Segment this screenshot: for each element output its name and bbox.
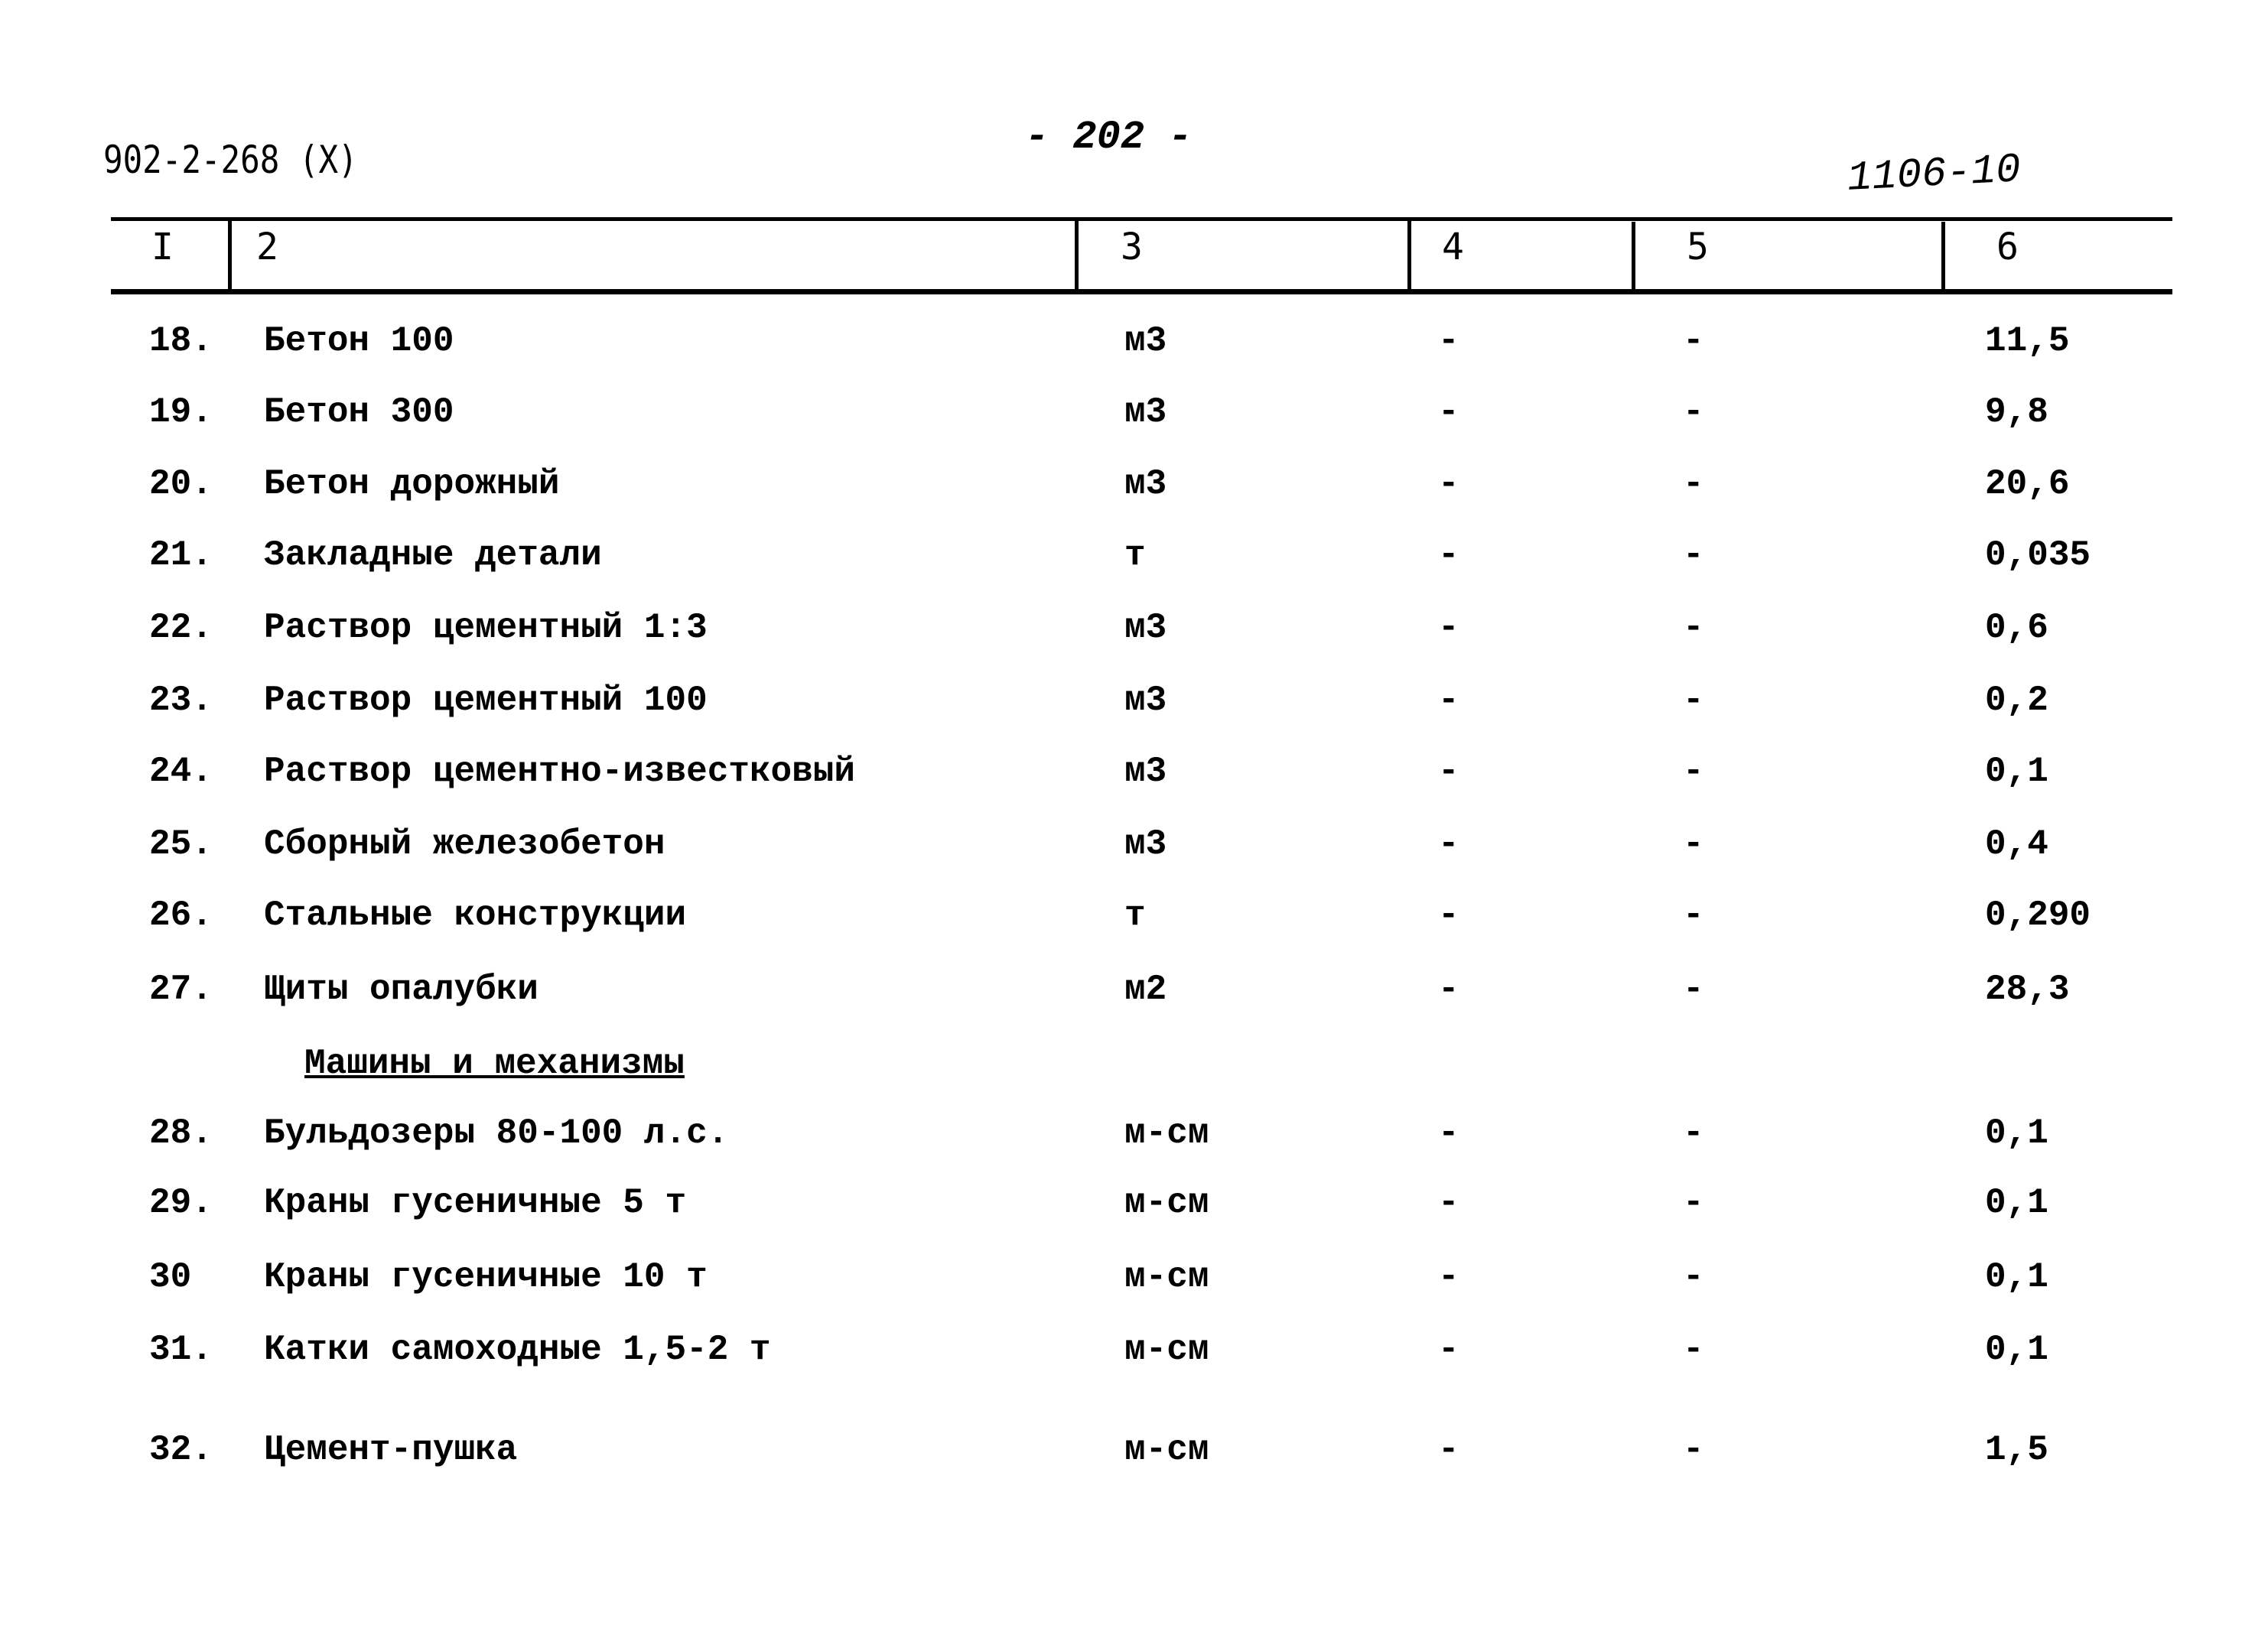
row-col4: - (1438, 321, 1459, 361)
row-quantity: 1,5 (1985, 1430, 2048, 1470)
section-title: Машины и механизмы (304, 1044, 685, 1084)
row-col5: - (1683, 1183, 1704, 1223)
row-col4: - (1438, 464, 1459, 504)
table-row (0, 970, 2268, 1038)
row-name: Стальные конструкции (264, 895, 687, 935)
table-row (0, 1183, 2268, 1252)
row-col4: - (1438, 1183, 1459, 1223)
row-quantity: 0,2 (1985, 681, 2048, 720)
column-header: 2 (256, 226, 278, 268)
column-header: 4 (1442, 226, 1464, 268)
row-name: Цемент-пушка (264, 1430, 518, 1470)
table-row (0, 321, 2268, 390)
table-row (0, 464, 2268, 533)
row-col4: - (1438, 681, 1459, 720)
row-name: Краны гусеничные 5 т (264, 1183, 687, 1223)
column-header: I (151, 226, 174, 268)
row-col4: - (1438, 1330, 1459, 1370)
row-unit: м-см (1124, 1257, 1209, 1297)
row-quantity: 28,3 (1985, 970, 2070, 1009)
row-col4: - (1438, 895, 1459, 935)
row-unit: м3 (1124, 392, 1167, 432)
table-top-border (111, 217, 2172, 221)
row-name: Закладные детали (264, 535, 602, 575)
row-number: 31. (149, 1330, 213, 1370)
row-quantity: 0,4 (1985, 824, 2048, 864)
row-name: Бетон дорожный (264, 464, 560, 504)
column-divider (228, 218, 232, 291)
row-col5: - (1683, 752, 1704, 791)
row-number: 22. (149, 608, 213, 648)
document-code: 902-2-268 (X) (103, 138, 358, 182)
row-quantity: 0,1 (1985, 1113, 2048, 1153)
row-number: 27. (149, 970, 213, 1009)
row-col5: - (1683, 1257, 1704, 1297)
row-quantity: 0,035 (1985, 535, 2091, 575)
column-header: 3 (1121, 226, 1143, 268)
row-col5: - (1683, 1113, 1704, 1153)
row-unit: м3 (1124, 681, 1167, 720)
column-header: 6 (1996, 226, 2019, 268)
row-col5: - (1683, 895, 1704, 935)
row-unit: м3 (1124, 321, 1167, 361)
table-row (0, 1113, 2268, 1182)
row-number: 30 (149, 1257, 192, 1297)
page-number: - 202 - (1025, 115, 1193, 160)
row-unit: м3 (1124, 464, 1167, 504)
row-col4: - (1438, 1113, 1459, 1153)
row-number: 18. (149, 321, 213, 361)
row-number: 29. (149, 1183, 213, 1223)
row-unit: м-см (1124, 1430, 1209, 1470)
row-number: 26. (149, 895, 213, 935)
table-row (0, 1430, 2268, 1499)
table-row (0, 1257, 2268, 1326)
row-quantity: 0,1 (1985, 1330, 2048, 1370)
row-quantity: 20,6 (1985, 464, 2070, 504)
column-divider (1407, 218, 1411, 291)
row-name: Щиты опалубки (264, 970, 539, 1009)
row-quantity: 9,8 (1985, 392, 2048, 432)
row-col5: - (1683, 392, 1704, 432)
row-col5: - (1683, 681, 1704, 720)
row-col4: - (1438, 608, 1459, 648)
row-name: Раствор цементный 1:3 (264, 608, 708, 648)
sheet-code: 1106-10 (1846, 147, 2022, 203)
row-col5: - (1683, 1430, 1704, 1470)
row-number: 20. (149, 464, 213, 504)
row-name: Сборный железобетон (264, 824, 665, 864)
table-row (0, 895, 2268, 964)
row-col4: - (1438, 392, 1459, 432)
table-header-border (111, 289, 2172, 294)
row-quantity: 0,1 (1985, 752, 2048, 791)
row-name: Бетон 300 (264, 392, 454, 432)
table-row (0, 1330, 2268, 1399)
row-col4: - (1438, 752, 1459, 791)
table-row (0, 752, 2268, 821)
column-header: 5 (1687, 226, 1709, 268)
table-row (0, 824, 2268, 893)
row-unit: м-см (1124, 1330, 1209, 1370)
row-name: Бетон 100 (264, 321, 454, 361)
row-unit: т (1124, 895, 1146, 935)
row-quantity: 0,6 (1985, 608, 2048, 648)
row-quantity: 0,1 (1985, 1257, 2048, 1297)
row-unit: м-см (1124, 1183, 1209, 1223)
row-name: Бульдозеры 80-100 л.с. (264, 1113, 729, 1153)
row-col5: - (1683, 1330, 1704, 1370)
row-number: 28. (149, 1113, 213, 1153)
row-number: 19. (149, 392, 213, 432)
row-unit: м3 (1124, 824, 1167, 864)
row-number: 23. (149, 681, 213, 720)
row-number: 25. (149, 824, 213, 864)
row-quantity: 0,1 (1985, 1183, 2048, 1223)
row-number: 32. (149, 1430, 213, 1470)
row-col5: - (1683, 535, 1704, 575)
table-row (0, 608, 2268, 677)
row-col4: - (1438, 1430, 1459, 1470)
column-divider (1075, 218, 1079, 291)
column-divider (1632, 222, 1635, 291)
row-quantity: 0,290 (1985, 895, 2091, 935)
row-name: Раствор цементно-известковый (264, 752, 855, 791)
row-unit: м-см (1124, 1113, 1209, 1153)
row-quantity: 11,5 (1985, 321, 2070, 361)
row-col4: - (1438, 970, 1459, 1009)
row-col4: - (1438, 535, 1459, 575)
column-divider (1941, 222, 1945, 291)
table-row (0, 392, 2268, 461)
row-col5: - (1683, 464, 1704, 504)
row-number: 21. (149, 535, 213, 575)
row-col4: - (1438, 1257, 1459, 1297)
row-name: Катки самоходные 1,5-2 т (264, 1330, 771, 1370)
row-col5: - (1683, 608, 1704, 648)
row-col5: - (1683, 970, 1704, 1009)
row-col4: - (1438, 824, 1459, 864)
row-col5: - (1683, 824, 1704, 864)
row-name: Краны гусеничные 10 т (264, 1257, 708, 1297)
row-unit: м3 (1124, 752, 1167, 791)
row-col5: - (1683, 321, 1704, 361)
row-name: Раствор цементный 100 (264, 681, 708, 720)
row-unit: т (1124, 535, 1146, 575)
row-unit: м2 (1124, 970, 1167, 1009)
row-number: 24. (149, 752, 213, 791)
table-row (0, 681, 2268, 749)
table-row (0, 535, 2268, 604)
row-unit: м3 (1124, 608, 1167, 648)
